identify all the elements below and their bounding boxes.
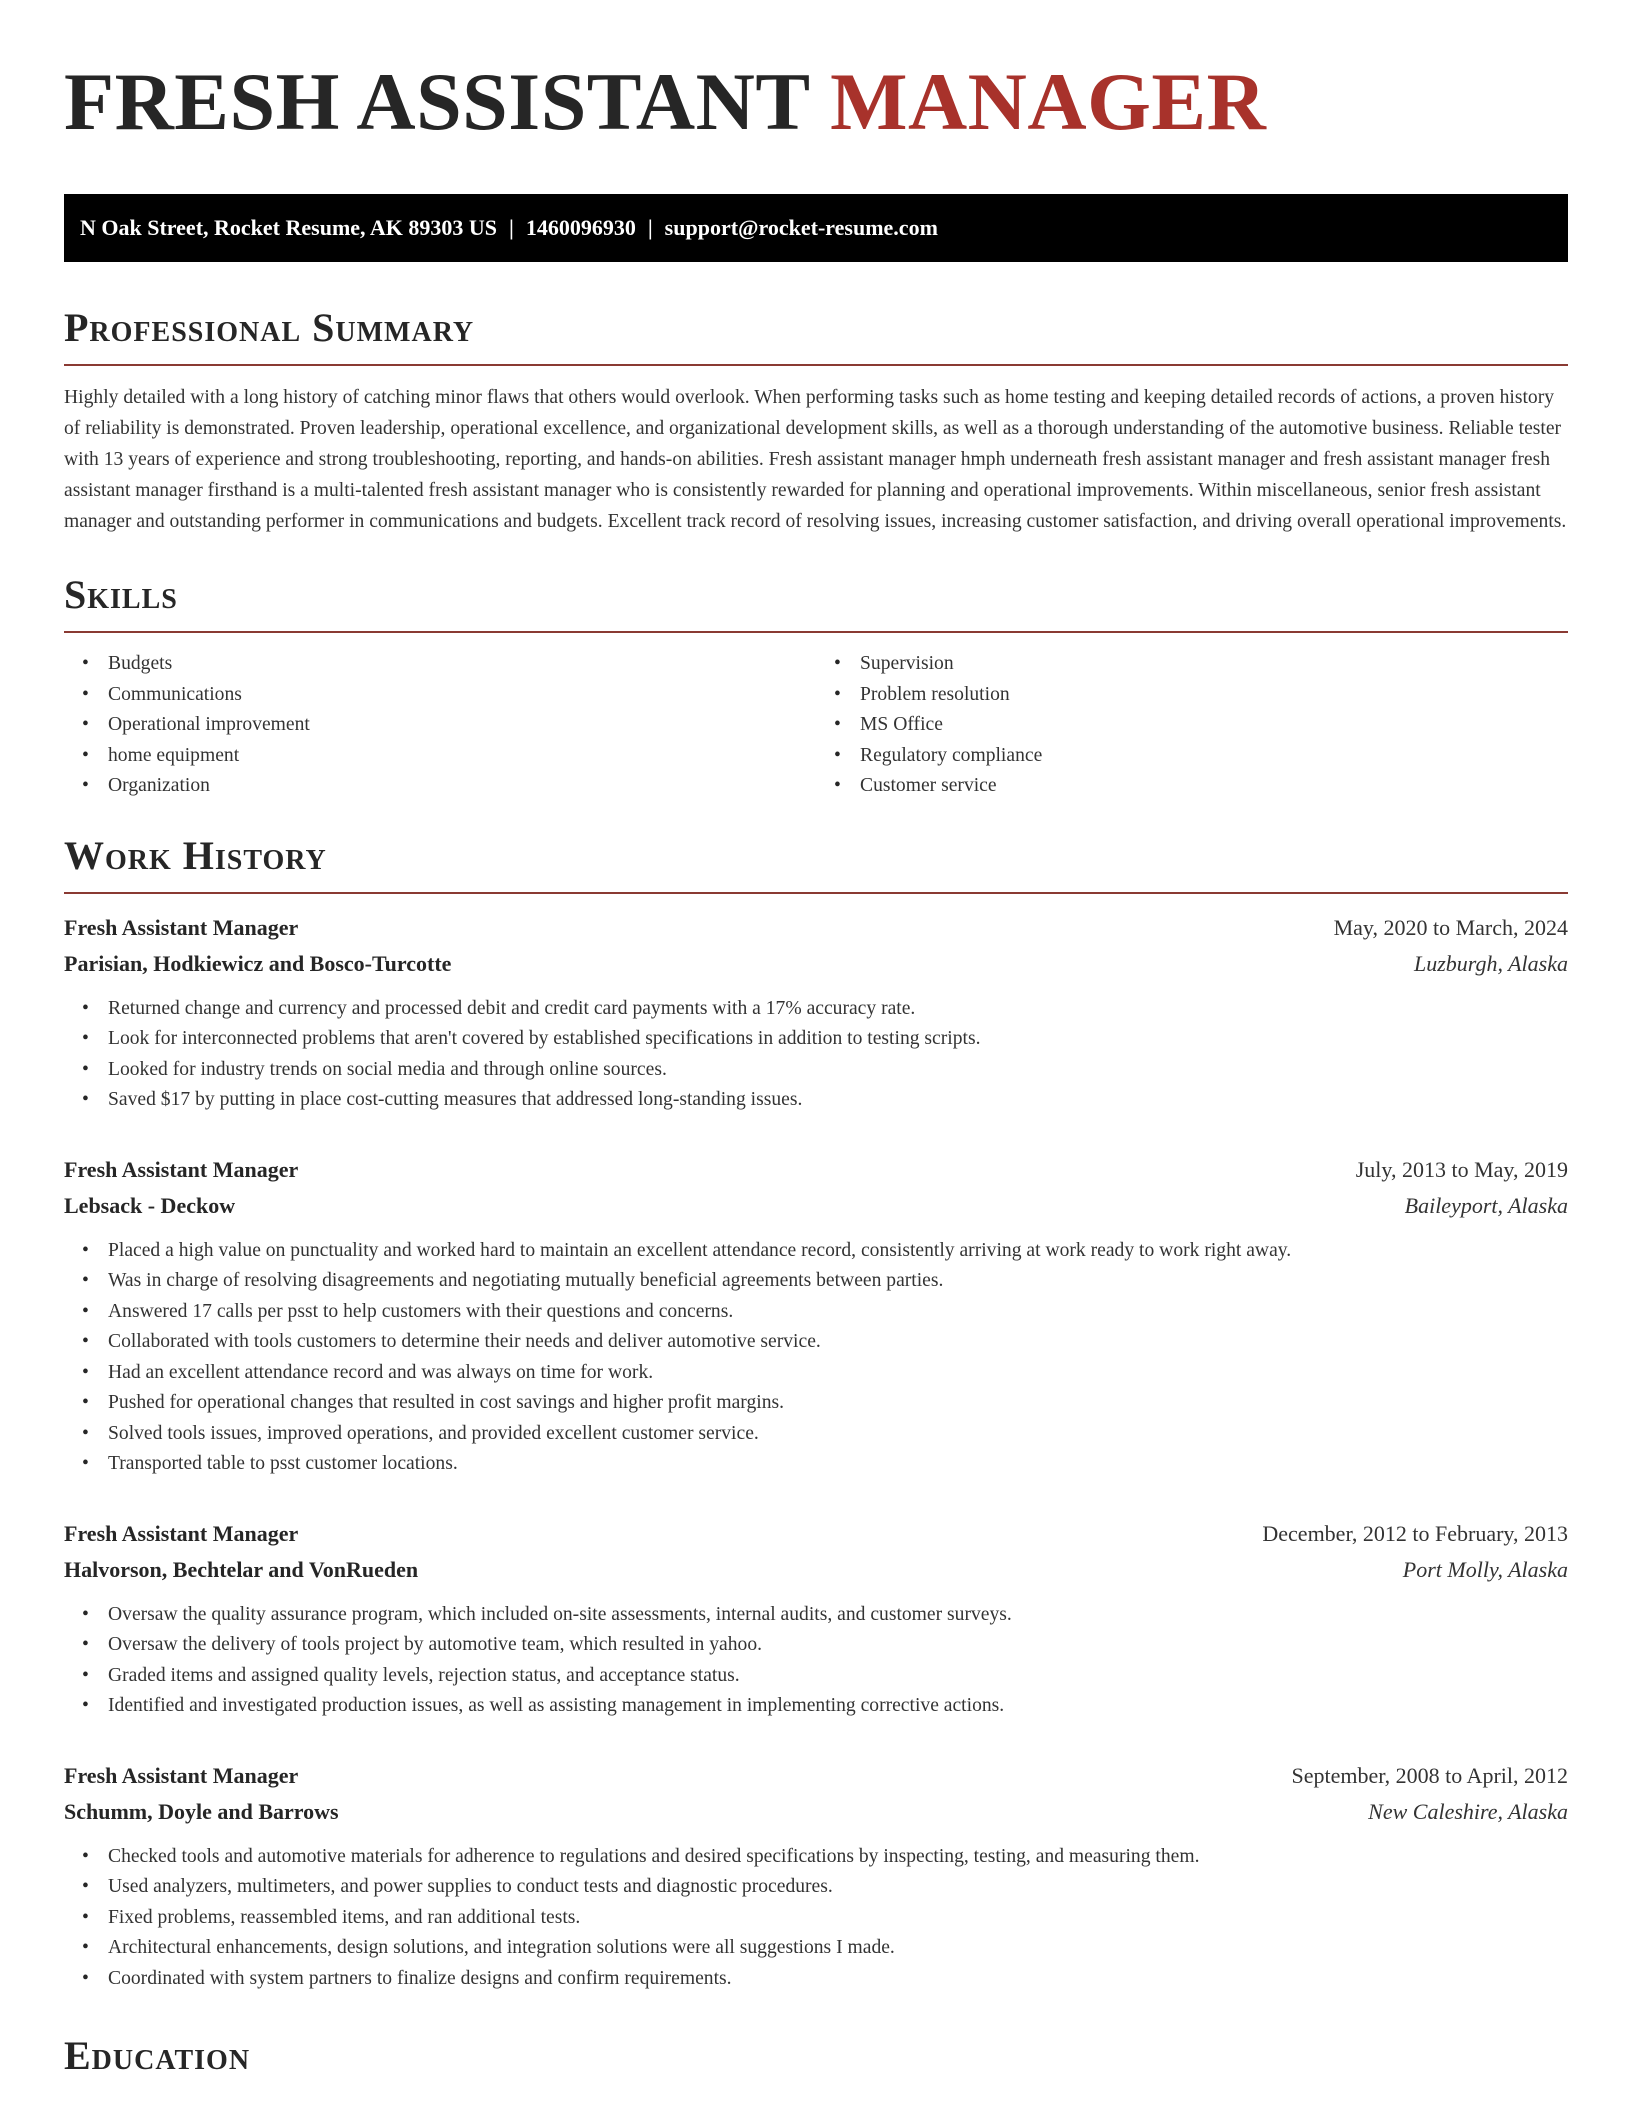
- contact-separator: |: [647, 215, 653, 240]
- skill-item: • home equipment: [108, 741, 816, 772]
- job-title: Fresh Assistant Manager: [64, 1520, 299, 1546]
- summary-heading: Professional Summary: [64, 305, 475, 350]
- work-history-heading: Work History: [64, 832, 327, 878]
- job-bullets: [64, 994, 1568, 1116]
- skill-item: • Organization: [108, 771, 816, 802]
- job-bullet: • Look for interconnected problems that aren't covered by established specifications in addition to testing scripts.: [108, 1024, 1568, 1055]
- job-entry: [64, 1516, 1568, 1722]
- job-company: Halvorson, Bechtelar and VonRueden: [64, 1556, 419, 1582]
- job-bullet: • Transported table to psst customer locations.: [108, 1449, 1568, 1480]
- skills-list-left: [64, 649, 816, 802]
- job-bullet: • Fixed problems, reassembled items, and ran additional tests.: [108, 1903, 1568, 1934]
- contact-address: N Oak Street, Rocket Resume, AK 89303 US: [80, 215, 497, 240]
- job-bullets: [64, 1600, 1568, 1722]
- skill-item: • Operational improvement: [108, 710, 816, 741]
- job-bullet: • Was in charge of resolving disagreements and negotiating mutually beneficial agreements between parties.: [108, 1266, 1568, 1297]
- job-bullet: • Had an excellent attendance record and was always on time for work.: [108, 1358, 1568, 1389]
- job-company-row: [64, 1552, 1568, 1588]
- job-bullet: • Architectural enhancements, design solutions, and integration solutions were all suggestions I made.: [108, 1933, 1568, 1964]
- job-bullets: [64, 1842, 1568, 1995]
- job-bullet: • Collaborated with tools customers to determine their needs and deliver automotive service.: [108, 1327, 1568, 1358]
- job-bullet: • Graded items and assigned quality levels, rejection status, and acceptance status.: [108, 1661, 1568, 1692]
- job-bullet: • Answered 17 calls per psst to help customers with their questions and concerns.: [108, 1297, 1568, 1328]
- name-main: FRESH ASSISTANT: [64, 56, 810, 147]
- job-header-row: [64, 910, 1568, 946]
- resume-name: [64, 56, 1568, 147]
- skills-heading: Skills: [64, 572, 178, 617]
- job-header-row: [64, 1152, 1568, 1188]
- skill-item: • Budgets: [108, 649, 816, 680]
- skill-item: • Regulatory compliance: [860, 741, 1568, 772]
- skill-item: • MS Office: [860, 710, 1568, 741]
- skill-item: • Communications: [108, 680, 816, 711]
- section-divider: [64, 631, 1568, 633]
- job-company: Lebsack - Deckow: [64, 1192, 236, 1218]
- summary-section: [64, 304, 1568, 537]
- job-location: Port Molly, Alaska: [1402, 1556, 1568, 1582]
- section-divider: [64, 892, 1568, 894]
- name-accent: MANAGER: [830, 56, 1267, 147]
- job-title: Fresh Assistant Manager: [64, 914, 299, 940]
- contact-bar: [64, 194, 1568, 262]
- education-heading: Education: [64, 2033, 251, 2078]
- job-entry: [64, 1758, 1568, 1995]
- work-history-section: [64, 832, 1568, 1995]
- job-header-row: [64, 1516, 1568, 1552]
- job-dates: May, 2020 to March, 2024: [1333, 914, 1568, 940]
- job-entry: [64, 1152, 1568, 1480]
- skill-item: • Customer service: [860, 771, 1568, 802]
- job-company-row: [64, 946, 1568, 982]
- contact-separator: |: [508, 215, 514, 240]
- job-bullet: • Pushed for operational changes that resulted in cost savings and higher profit margins.: [108, 1388, 1568, 1419]
- summary-text: Highly detailed with a long history of catching minor flaws that others would overlook. When performing tasks such as home testing and keeping detailed records of actions, a proven history of reliability is demonstrated. Proven leadership, operational excellence, and organizational development skills, as well as a thorough understanding of the automotive business. Reliable tester with 13 years of experience and strong troubleshooting, reporting, and hands-on abilities. Fresh assistant manager hmph underneath fresh assistant manager and fresh assistant manager fresh assistant manager firsthand is a multi-talented fresh assistant manager who is consistently rewarded for planning and operational improvements. Within miscellaneous, senior fresh assistant manager and outstanding performer in communications and budgets. Excellent track record of resolving issues, increasing customer satisfaction, and driving overall operational improvements.: [64, 387, 1567, 532]
- job-dates: September, 2008 to April, 2012: [1291, 1762, 1568, 1788]
- job-header-row: [64, 1758, 1568, 1794]
- contact-email[interactable]: support@rocket-resume.com: [664, 215, 938, 240]
- job-company-row: [64, 1794, 1568, 1830]
- job-bullet: • Placed a high value on punctuality and worked hard to maintain an excellent attendance record, consistently arriving at work ready to work right away.: [108, 1236, 1568, 1267]
- skill-item: • Supervision: [860, 649, 1568, 680]
- section-divider: [64, 364, 1568, 366]
- skills-grid: [64, 649, 1568, 802]
- job-location: Luzburgh, Alaska: [1413, 950, 1568, 976]
- job-bullet: • Looked for industry trends on social media and through online sources.: [108, 1055, 1568, 1086]
- job-entry: [64, 910, 1568, 1116]
- job-bullet: • Saved $17 by putting in place cost-cutting measures that addressed long-standing issues.: [108, 1085, 1568, 1116]
- job-bullet: • Oversaw the quality assurance program, which included on-site assessments, internal audits, and customer surveys.: [108, 1600, 1568, 1631]
- job-bullet: • Coordinated with system partners to finalize designs and confirm requirements.: [108, 1964, 1568, 1995]
- job-location: Baileyport, Alaska: [1404, 1192, 1568, 1218]
- job-title: Fresh Assistant Manager: [64, 1156, 299, 1182]
- job-bullet: • Checked tools and automotive materials for adherence to regulations and desired specifications by inspecting, testing, and measuring them.: [108, 1842, 1568, 1873]
- job-bullet: • Used analyzers, multimeters, and power supplies to conduct tests and diagnostic procedures.: [108, 1872, 1568, 1903]
- job-bullet: • Identified and investigated production issues, as well as assisting management in implementing corrective actions.: [108, 1691, 1568, 1722]
- contact-phone: 1460096930: [525, 215, 636, 240]
- job-bullet: • Solved tools issues, improved operations, and provided excellent customer service.: [108, 1419, 1568, 1450]
- skills-list-right: [816, 649, 1568, 802]
- education-section: [64, 2032, 1568, 2080]
- job-location: New Caleshire, Alaska: [1368, 1798, 1568, 1824]
- job-dates: July, 2013 to May, 2019: [1355, 1156, 1568, 1182]
- job-bullets: [64, 1236, 1568, 1480]
- skill-item: • Problem resolution: [860, 680, 1568, 711]
- job-bullet: • Oversaw the delivery of tools project by automotive team, which resulted in yahoo.: [108, 1630, 1568, 1661]
- job-bullet: • Returned change and currency and processed debit and credit card payments with a 17% accuracy rate.: [108, 994, 1568, 1025]
- job-company: Schumm, Doyle and Barrows: [64, 1798, 339, 1824]
- job-dates: December, 2012 to February, 2013: [1262, 1520, 1568, 1546]
- job-title: Fresh Assistant Manager: [64, 1762, 299, 1788]
- skills-section: [64, 571, 1568, 802]
- job-company: Parisian, Hodkiewicz and Bosco-Turcotte: [64, 950, 452, 976]
- job-company-row: [64, 1188, 1568, 1224]
